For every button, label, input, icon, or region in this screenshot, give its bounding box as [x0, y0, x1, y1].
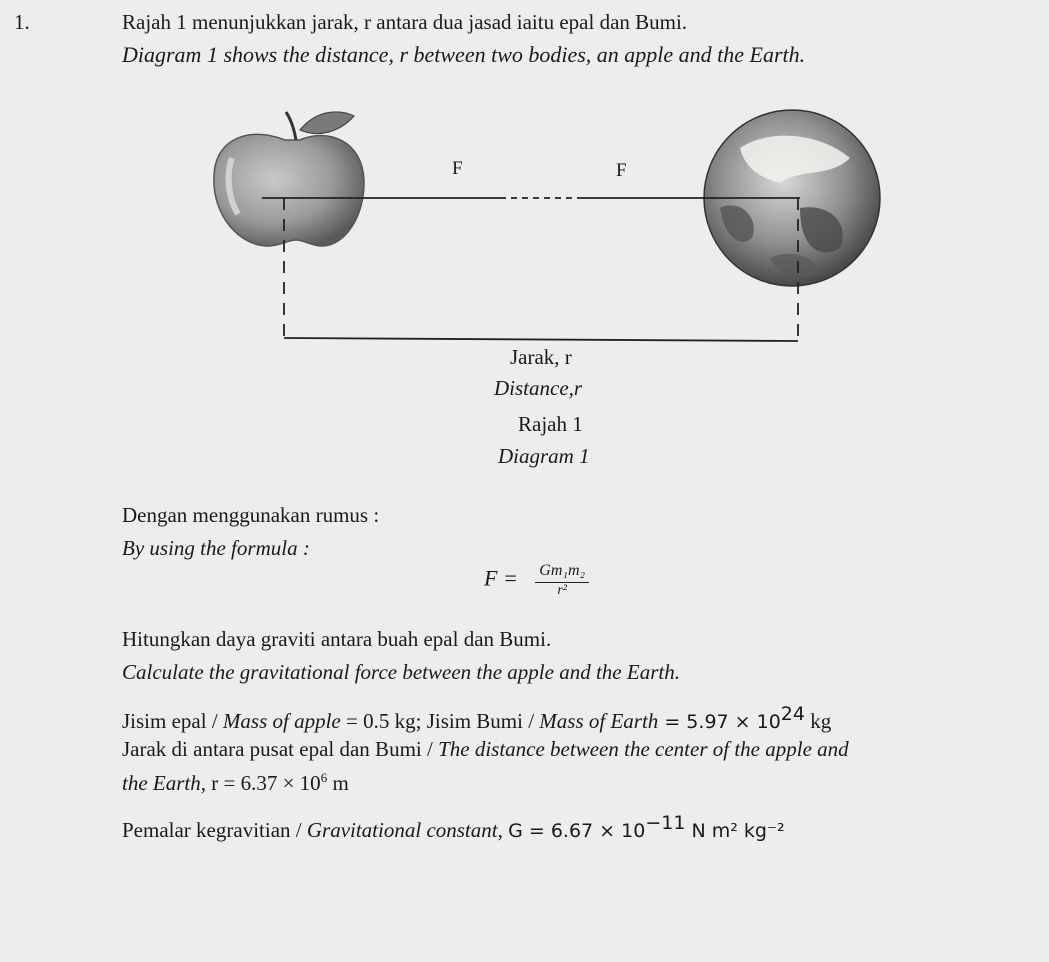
mass-apple-value: = 0.5 kg; [340, 709, 427, 733]
formula-lhs: F = [484, 565, 518, 591]
distance-label-malay: Jarak, r [510, 345, 572, 369]
calculate-malay: Hitungkan daya graviti antara buah epal dan Bumi. [122, 627, 552, 651]
diagram-caption-malay: Rajah 1 [518, 412, 583, 436]
given-distance-line1 [122, 737, 849, 762]
mass-earth-unit: kg [804, 709, 832, 733]
distance-label-english: Distance,r [494, 376, 583, 400]
given-constant [122, 812, 785, 843]
distance-label-english-1: The distance between the center of the apple and [438, 737, 849, 761]
constant-label-malay: Pemalar kegravitian / [122, 818, 307, 842]
question-intro-english: Diagram 1 shows the distance, r between two bodies, an apple and the Earth. [122, 42, 806, 67]
formula-denominator: r² [557, 583, 568, 598]
mass-earth-value: = 5.97 × 10 [658, 711, 781, 733]
force-label-left: F [452, 158, 463, 179]
distance-line [284, 338, 798, 341]
distance-label-malay: Jarak di antara pusat epal dan Bumi / [122, 737, 439, 761]
formula-fraction [535, 562, 589, 599]
calculate-english: Calculate the gravitational force between the apple and the Earth. [122, 660, 680, 684]
diagram-caption-english: Diagram 1 [498, 444, 590, 468]
constant-exponent: −11 [645, 812, 686, 834]
given-masses [122, 703, 831, 734]
constant-value: G = 6.67 × 10 [508, 820, 646, 842]
mass-earth-label-malay: Jisim Bumi / [426, 709, 540, 733]
distance-label-english-2: the Earth, [122, 771, 212, 795]
formula [484, 562, 589, 599]
question-number: 1. [14, 10, 30, 34]
apple-image [214, 112, 364, 246]
mass-earth-exponent: 24 [780, 703, 805, 725]
mass-apple-label-malay: Jisim epal / [122, 709, 223, 733]
distance-exponent: 6 [320, 770, 328, 785]
given-distance-line2 [122, 770, 349, 796]
distance-value: r = 6.37 × 10 [211, 771, 321, 795]
force-label-right: F [616, 160, 627, 181]
question-intro-malay: Rajah 1 menunjukkan jarak, r antara dua jasad iaitu epal dan Bumi. [122, 10, 688, 34]
distance-unit: m [327, 771, 349, 795]
constant-label-english: Gravitational constant, [306, 818, 509, 842]
mass-apple-label-english: Mass of apple [222, 709, 341, 733]
formula-numerator: Gm₁m₂ [535, 562, 589, 583]
mass-earth-label-english: Mass of Earth [539, 709, 659, 733]
constant-unit: N m² kg⁻² [685, 820, 785, 842]
using-formula-english: By using the formula : [122, 536, 310, 560]
using-formula-malay: Dengan menggunakan rumus : [122, 503, 380, 527]
